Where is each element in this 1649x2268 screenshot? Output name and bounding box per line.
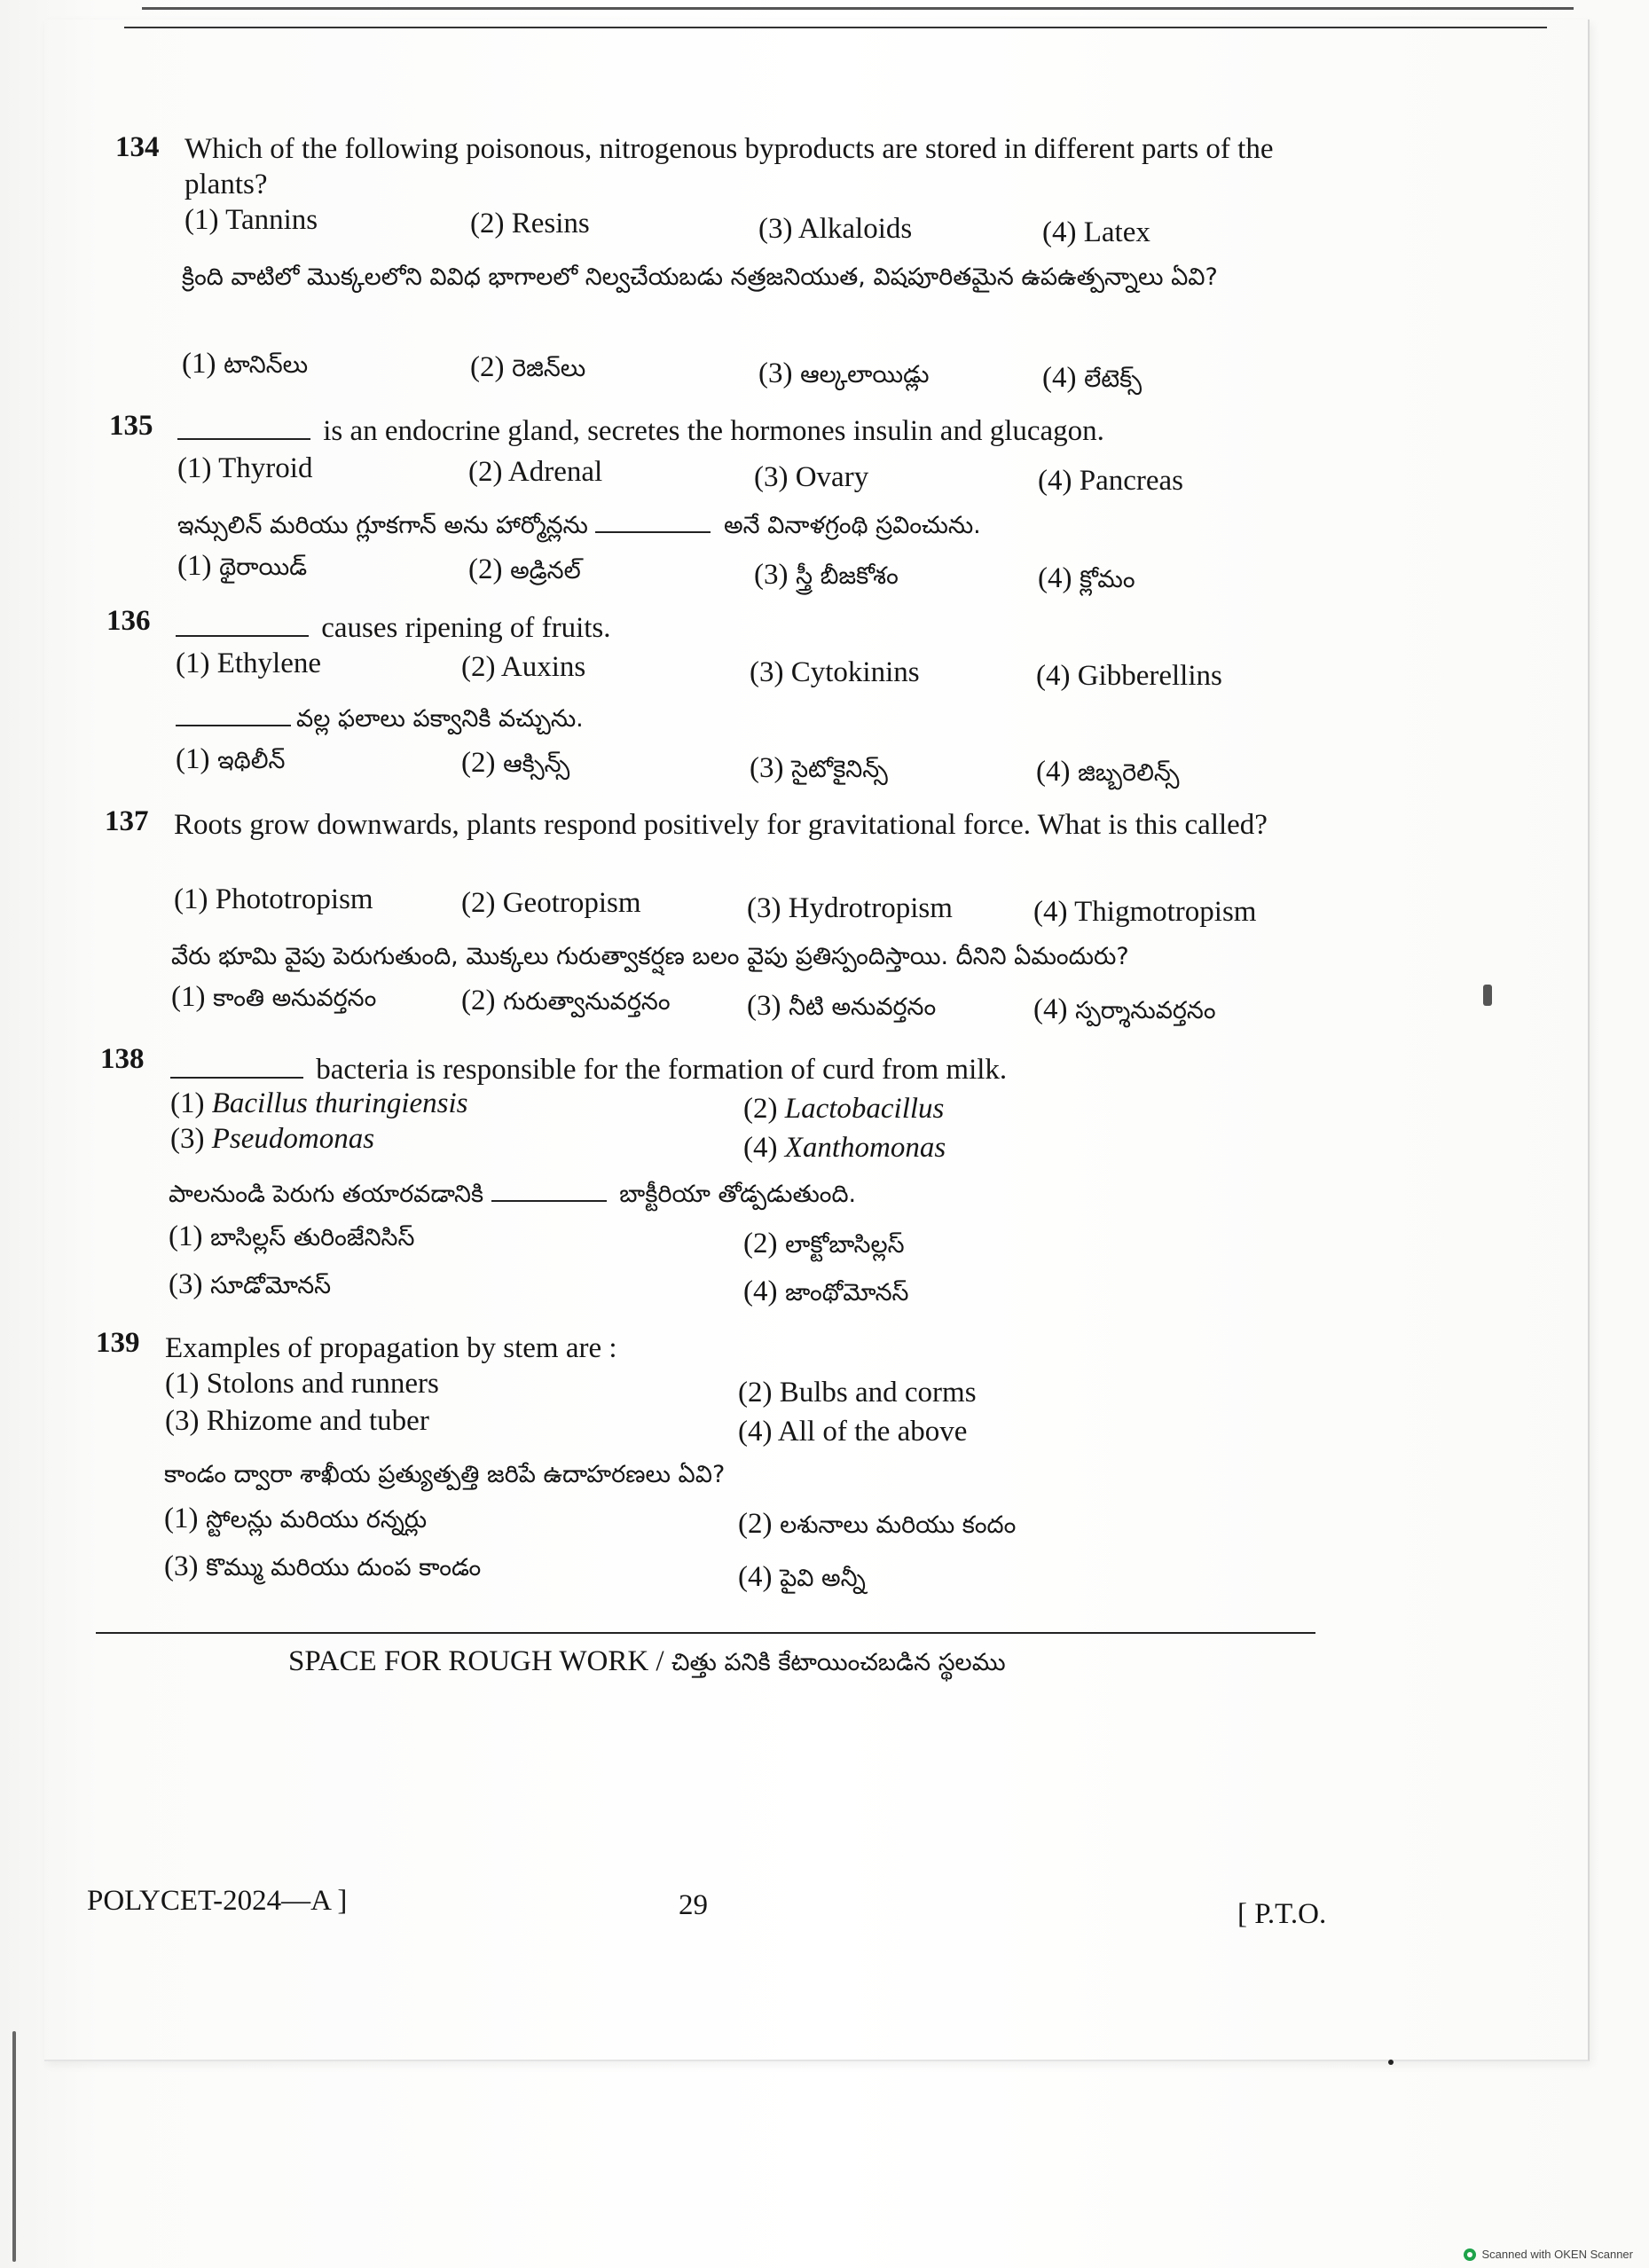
scan-speck [1388, 2060, 1394, 2065]
option-2: (2) Geotropism [461, 887, 641, 919]
option-1: (1) Bacillus thuringiensis [170, 1087, 468, 1119]
telugu-option-3: (3) సూడోమోనస్ [169, 1268, 332, 1300]
telugu-option-2: (2) అడ్రినల్ [468, 553, 581, 585]
question-number: 137 [105, 805, 149, 837]
telugu-option-1: (1) బాసిల్లస్ తురింజేనిసిస్ [169, 1220, 415, 1252]
telugu-option-1: (1) స్టోలన్లు మరియు రన్నర్లు [164, 1503, 428, 1534]
question-text: Roots grow downwards, plants respond positively for gravitational force. What is this called? [174, 809, 1268, 841]
telugu-option-2: (2) లశునాలు మరియు కందం [738, 1508, 1017, 1540]
telugu-option-3: (3) ఆల్కలాయిడ్లు [758, 357, 930, 389]
option-1: (1) Stolons and runners [165, 1368, 439, 1400]
telugu-option-2: (2) ఆక్సిన్స్ [461, 747, 570, 779]
option-4: (4) All of the above [738, 1416, 968, 1448]
telugu-option-3: (3) స్త్రీ బీజకోశం [754, 559, 899, 591]
option-3: (3) Pseudomonas [170, 1123, 375, 1155]
page-number: 29 [679, 1889, 708, 1921]
answer-blank [176, 612, 309, 637]
telugu-option-3: (3) కొమ్ము మరియు దుంప కాండం [164, 1550, 482, 1582]
telugu-option-4: (4) స్పర్శానువర్తనం [1033, 993, 1216, 1025]
top-rule [124, 27, 1547, 28]
telugu-question-text: వల్ల ఫలాలు పక్వానికి వచ్చును. [176, 701, 1364, 738]
telugu-option-2: (2) గురుత్వానువర్తనం [461, 985, 671, 1016]
question-text: Examples of propagation by stem are : [165, 1332, 617, 1364]
telugu-option-4: (4) పైవి అన్నీ [738, 1561, 866, 1593]
option-2: (2) Adrenal [468, 456, 603, 488]
telugu-option-3: (3) సైటోకైనిన్స్ [750, 752, 888, 784]
question-number: 138 [100, 1043, 145, 1075]
telugu-option-2: (2) లాక్టోబాసిల్లస్ [743, 1228, 905, 1260]
option-2: (2) Auxins [461, 651, 586, 683]
answer-blank [170, 1054, 303, 1079]
question-text: is an endocrine gland, secretes the hormones insulin and glucagon. [177, 413, 1348, 449]
rough-work-label: SPACE FOR ROUGH WORK / చిత్తు పనికి కేటాయించబడిన స్థలము [288, 1645, 1006, 1677]
answer-blank [176, 702, 291, 726]
pto-label: [ P.T.O. [1237, 1898, 1327, 1930]
option-4: (4) Thigmotropism [1033, 896, 1257, 928]
option-1: (1) Phototropism [174, 883, 373, 915]
telugu-question-text: కాండం ద్వారా శాఖీయ ప్రత్యుత్పత్తి జరిపే ఉదాహరణలు ఏవి? [164, 1461, 726, 1488]
question-text: causes ripening of fruits. [176, 610, 1355, 646]
option-3: (3) Hydrotropism [747, 892, 953, 924]
telugu-option-1: (1) కాంతి అనువర్తనం [171, 981, 377, 1013]
option-3: (3) Cytokinins [750, 656, 920, 688]
rough-work-divider [96, 1632, 1315, 1634]
option-3: (3) Ovary [754, 461, 869, 493]
question-number: 134 [115, 131, 160, 163]
telugu-option-4: (4) లేటెక్స్ [1042, 362, 1143, 394]
paper-sheet [44, 20, 1590, 2061]
telugu-question-text: పాలనుండి పెరుగు తయారవడానికి బాక్టీరియా తోడ్పడుతుంది. [169, 1176, 1357, 1213]
telugu-option-4: (4) జాంథోమోనస్ [743, 1275, 909, 1307]
answer-blank [177, 415, 310, 440]
option-3: (3) Alkaloids [758, 213, 913, 245]
scan-speck [1483, 985, 1492, 1006]
scanner-logo-icon [1464, 2248, 1476, 2261]
telugu-option-4: (4) జిబ్బరెలిన్స్ [1036, 756, 1180, 788]
telugu-question-text: క్రింది వాటిలో మొక్కలలోని వివిధ భాగాలలో నిల్వచేయబడు నత్రజనియుత, విషపూరితమైన ఉపఉత్పన్నాలు ఏవి? [182, 263, 1218, 291]
question-number: 135 [109, 410, 153, 442]
option-4: (4) Gibberellins [1036, 660, 1222, 692]
scan-edge-mark [12, 2031, 16, 2262]
question-number: 136 [106, 605, 151, 637]
scanner-watermark: Scanned with OKEN Scanner [1464, 2248, 1633, 2261]
telugu-question-text: వేరు భూమి వైపు పెరుగుతుంది, మొక్కలు గురుత్వాకర్షణ బలం వైపు ప్రతిస్పందిస్తాయి. దీనిని ఏమందురు? [171, 943, 1129, 970]
question-text: bacteria is responsible for the formation of curd from milk. [170, 1052, 1350, 1087]
option-1: (1) Tannins [185, 204, 318, 236]
option-2: (2) Resins [470, 208, 590, 239]
option-2: (2) Bulbs and corms [738, 1377, 977, 1409]
option-2: (2) Lactobacillus [743, 1093, 945, 1125]
telugu-option-1: (1) టానిన్‌లు [182, 348, 309, 380]
telugu-option-1: (1) థైరాయిడ్ [177, 550, 308, 582]
top-border-line [142, 7, 1574, 10]
option-1: (1) Thyroid [177, 452, 313, 484]
option-1: (1) Ethylene [176, 647, 322, 679]
answer-blank [491, 1177, 607, 1202]
telugu-option-2: (2) రెజిన్‌లు [470, 351, 586, 383]
option-3: (3) Rhizome and tuber [165, 1405, 429, 1437]
option-4: (4) Latex [1042, 216, 1150, 248]
answer-blank [595, 508, 711, 533]
option-4: (4) Pancreas [1038, 465, 1184, 497]
telugu-option-4: (4) క్లోమం [1038, 562, 1135, 594]
telugu-option-1: (1) ఇథిలీన్ [176, 743, 286, 775]
option-4: (4) Xanthomonas [743, 1132, 946, 1164]
question-number: 139 [96, 1327, 140, 1359]
telugu-question-text: ఇన్సులిన్ మరియు గ్లూకగాన్ అను హార్మోన్లను అనే వినాళగ్రంథి స్రవించును. [177, 507, 1366, 545]
question-text: Which of the following poisonous, nitrogenous byproducts are stored in different parts of the plants? [185, 133, 1274, 200]
telugu-option-3: (3) నీటి అనువర్తనం [747, 990, 937, 1022]
paper-code: POLYCET-2024—A ] [87, 1885, 348, 1917]
